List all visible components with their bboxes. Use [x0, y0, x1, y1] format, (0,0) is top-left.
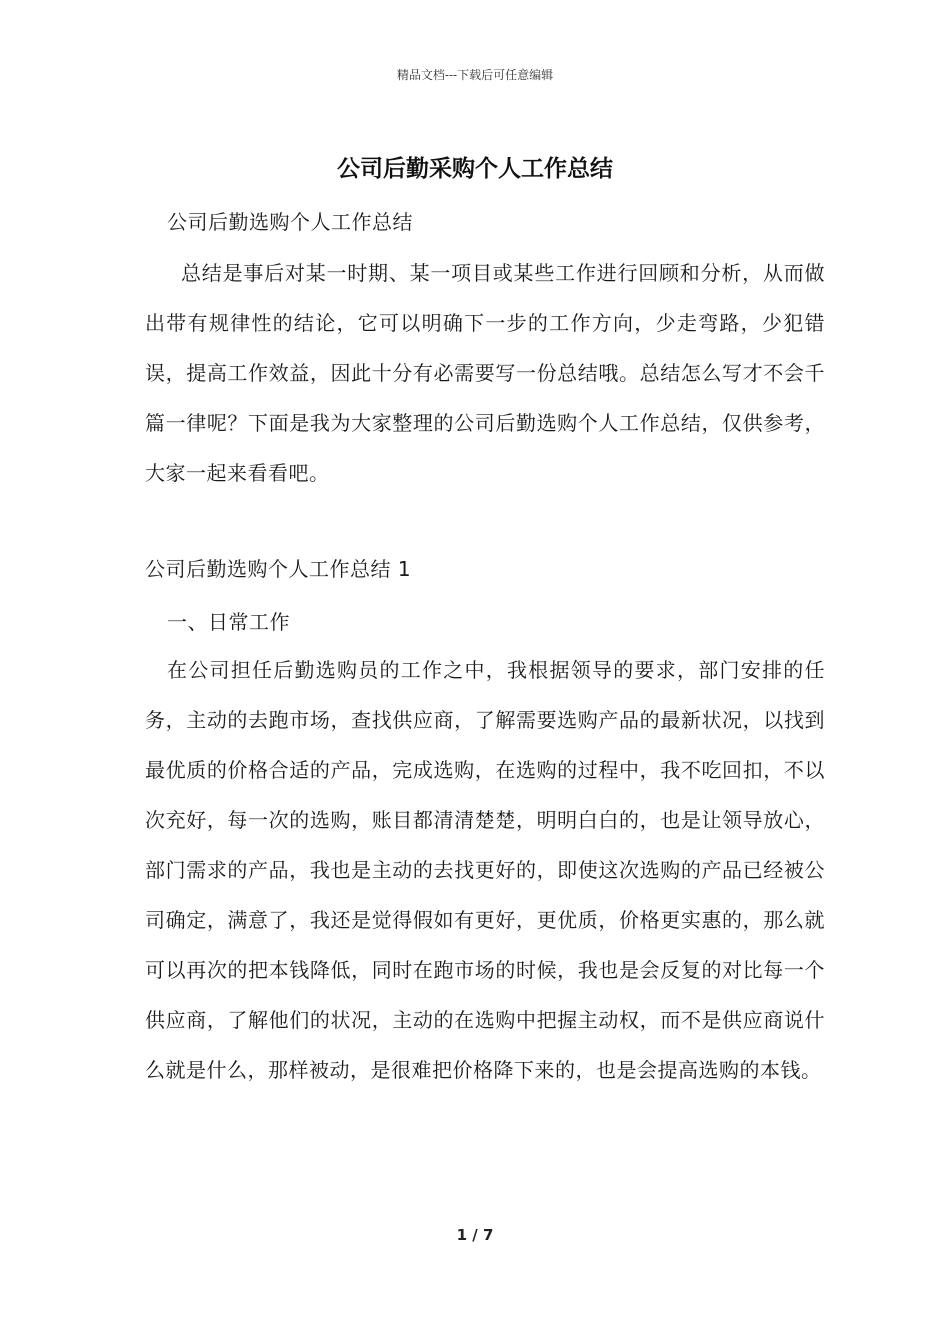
body-paragraph: 在公司担任后勤选购员的工作之中，我根据领导的要求，部门安排的任务，主动的去跑市场，查找供应商，了解需要选购产品的最新状况，以找到最优质的价格合适的产品，完成选购，在选购的过程中，我不吃回扣，不以次充好，每一次的选购，账目都清清楚楚，明明白白的，也是让领导放心，部门需求的产品，我也是主动的去找更好的，即使这次选购的产品已经被公司确定，满意了，我还是觉得假如有更好，更优质，价格更实惠的，那么就可以再次的把本钱降低，同时在跑市场的时候，我也是会反复的对比每一个供应商，了解他们的状况，主动的在选购中把握主动权，而不是供应商说什么就是什么，那样被动，是很难把价格降下来的，也是会提高选购的本钱。 — [145, 658, 825, 1082]
subsection-heading: 一、日常工作 — [167, 610, 290, 634]
document-title: 公司后勤采购个人工作总结 — [337, 155, 613, 182]
document-subtitle: 公司后勤选购个人工作总结 — [167, 210, 413, 234]
page-header: 精品文档---下载后可任意编辑 — [396, 68, 554, 82]
page-number: 1 / 7 — [456, 1226, 494, 1244]
section-heading: 公司后勤选购个人工作总结 1 — [145, 557, 412, 581]
intro-paragraph: 总结是事后对某一时期、某一项目或某些工作进行回顾和分析，从而做出带有规律性的结论，它可以明确下一步的工作方向，少走弯路，少犯错误，提高工作效益，因此十分有必需要写一份总结哦。总结怎么写才不会千篇一律呢？下面是我为大家整理的公司后勤选购个人工作总结，仅供参考，大家一起来看看吧。 — [145, 261, 825, 485]
